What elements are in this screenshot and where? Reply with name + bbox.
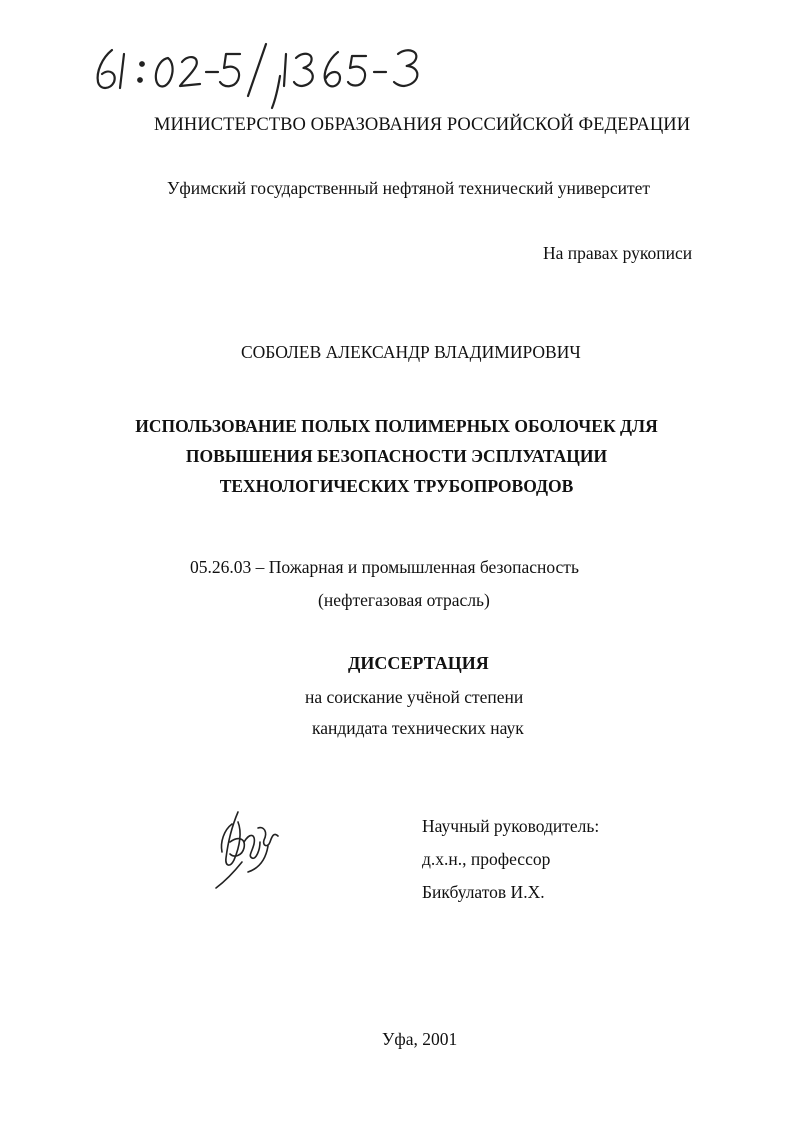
- title-line: ТЕХНОЛОГИЧЕСКИХ ТРУБОПРОВОДОВ: [219, 476, 574, 496]
- city-year: Уфа, 2001: [382, 1029, 458, 1049]
- title-line: ИСПОЛЬЗОВАНИЕ ПОЛЫХ ПОЛИМЕРНЫХ ОБОЛОЧЕК ДЛЯ: [135, 416, 658, 436]
- specialty-code: 05.26.03 – Пожарная и промышленная безопасность: [190, 557, 579, 577]
- title-line: ПОВЫШЕНИЯ БЕЗОПАСНОСТИ ЭСПЛУАТАЦИИ: [185, 446, 608, 466]
- supervisor-title: д.х.н., профессор: [422, 849, 551, 869]
- specialty-branch: (нефтегазовая отрасль): [318, 590, 490, 610]
- degree-line-2: кандидата технических наук: [312, 718, 524, 738]
- supervisor-label: Научный руководитель:: [422, 816, 600, 836]
- author-name: СОБОЛЕВ АЛЕКСАНДР ВЛАДИМИРОВИЧ: [241, 342, 581, 362]
- handwritten-archive-code: [90, 36, 490, 116]
- degree-line-1: на соискание учёной степени: [305, 687, 524, 707]
- author-signature: [208, 802, 288, 892]
- supervisor-name: Бикбулатов И.Х.: [422, 882, 545, 902]
- document-type: ДИССЕРТАЦИЯ: [348, 653, 489, 673]
- dissertation-title: [0, 411, 793, 501]
- ministry-heading: МИНИСТЕРСТВО ОБРАЗОВАНИЯ РОССИЙСКОЙ ФЕДЕРАЦИИ: [154, 115, 691, 135]
- manuscript-rights-note: На правах рукописи: [543, 243, 693, 263]
- university-name: Уфимский государственный нефтяной технический университет: [167, 178, 651, 198]
